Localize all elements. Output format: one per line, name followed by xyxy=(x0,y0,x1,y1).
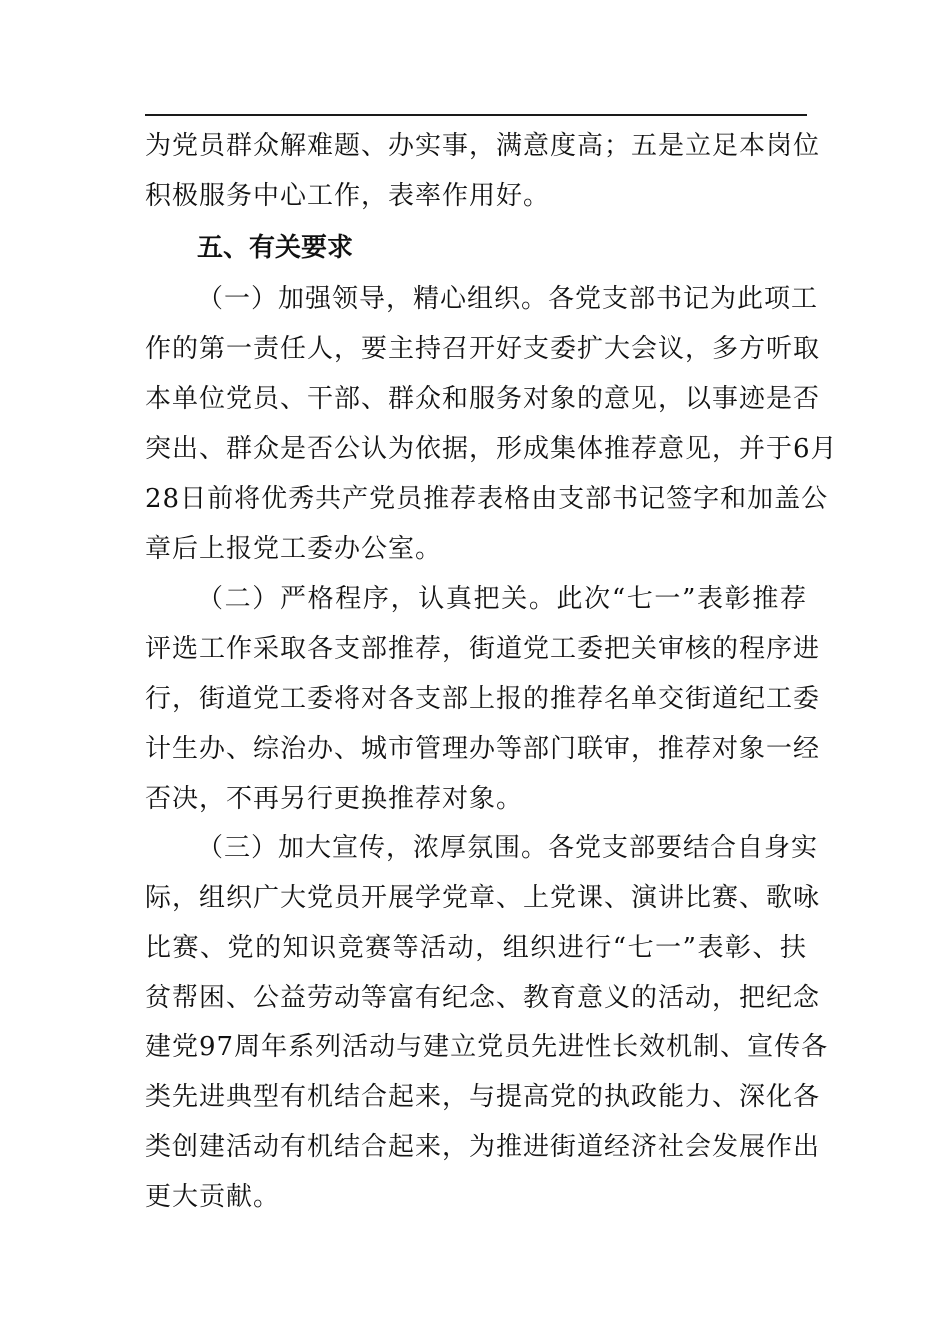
paragraph-3-line-1: （三）加大宣传，浓厚氛围。各党支部要结合自身实 xyxy=(197,833,819,863)
paragraph-3-line-3: 比赛、党的知识竞赛等活动，组织进行“七一”表彰、扶 xyxy=(145,933,807,963)
paragraph-1-line-2: 作的第一责任人，要主持召开好支委扩大会议，多方听取 xyxy=(145,334,821,364)
paragraph-2-line-5: 否决，不再另行更换推荐对象。 xyxy=(145,784,524,814)
paragraph-2-line-2: 评选工作采取各支部推荐，街道党工委把关审核的程序进 xyxy=(145,634,821,664)
paragraph-3-line-8: 更大贡献。 xyxy=(145,1182,281,1212)
paragraph-3-line-6: 类先进典型有机结合起来，与提高党的执政能力、深化各 xyxy=(145,1082,821,1112)
paragraph-3-line-5: 建党97周年系列活动与建立党员先进性长效机制、宣传各 xyxy=(145,1032,829,1062)
paragraph-2-line-4: 计生办、综治办、城市管理办等部门联审，推荐对象一经 xyxy=(145,734,821,764)
header-rule xyxy=(145,114,807,116)
paragraph-3-line-7: 类创建活动有机结合起来，为推进街道经济社会发展作出 xyxy=(145,1132,821,1162)
paragraph-2-line-3: 行，街道党工委将对各支部上报的推荐名单交街道纪工委 xyxy=(145,684,821,714)
paragraph-2-line-1: （二）严格程序，认真把关。此次“七一”表彰推荐 xyxy=(197,584,807,614)
paragraph-3-line-4: 贫帮困、公益劳动等富有纪念、教育意义的活动，把纪念 xyxy=(145,983,821,1013)
section-heading: 五、有关要求 xyxy=(197,233,354,263)
paragraph-1-line-6: 章后上报党工委办公室。 xyxy=(145,534,443,564)
paragraph-1-line-5: 28日前将优秀共产党员推荐表格由支部书记签字和加盖公 xyxy=(145,484,829,514)
paragraph-0-line-1: 为党员群众解难题、办实事，满意度高；五是立足本岗位 xyxy=(145,131,821,161)
paragraph-1-line-3: 本单位党员、干部、群众和服务对象的意见，以事迹是否 xyxy=(145,384,821,414)
paragraph-1-line-4: 突出、群众是否公认为依据，形成集体推荐意见，并于6月 xyxy=(145,434,838,464)
paragraph-0-line-2: 积极服务中心工作，表率作用好。 xyxy=(145,181,551,211)
paragraph-1-line-1: （一）加强领导，精心组织。各党支部书记为此项工 xyxy=(197,284,819,314)
paragraph-3-line-2: 际，组织广大党员开展学党章、上党课、演讲比赛、歌咏 xyxy=(145,883,821,913)
